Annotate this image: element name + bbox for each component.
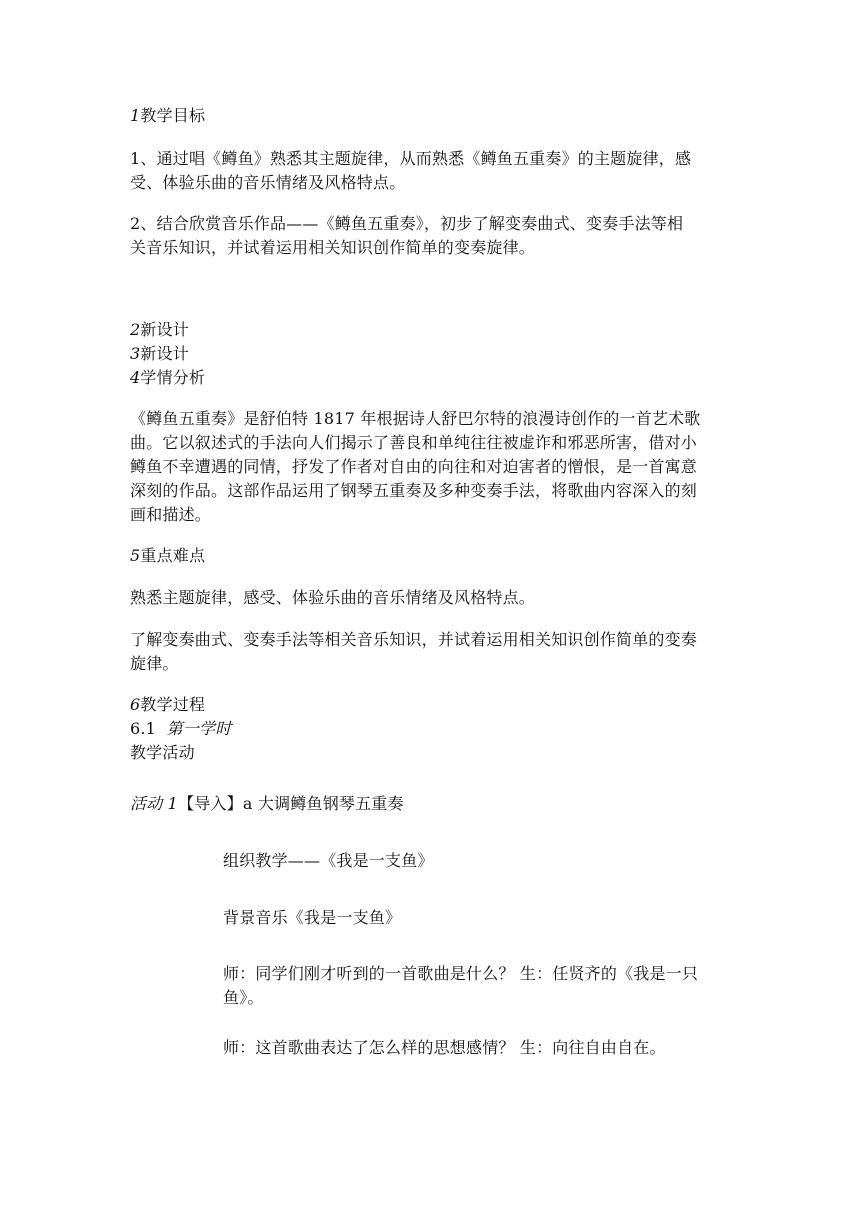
analysis-line-4: 深刻的作品。这部作品运用了钢琴五重奏及多种变奏手法，将歌曲内容深入的刻: [130, 481, 698, 500]
goal-1-line-1: 1、通过唱《鳟鱼》熟悉其主题旋律，从而熟悉《鳟鱼五重奏》的主题旋律，感: [130, 149, 692, 168]
activity-line-4: 鱼》。: [223, 988, 264, 1007]
keypoint-line-1: 熟悉主题旋律，感受、体验乐曲的音乐情绪及风格特点。: [130, 588, 536, 607]
analysis-line-3: 鳟鱼不幸遭遇的同情，抒发了作者对自由的向往和对迫害者的憎恨，是一首寓意: [130, 457, 698, 476]
heading-teaching-goals: 1教学目标: [130, 106, 206, 125]
analysis-line-1: 《鳟鱼五重奏》是舒伯特 1817 年根据诗人舒巴尔特的浪漫诗创作的一首艺术歌: [130, 409, 701, 428]
heading-teaching-activities: 教学活动: [130, 743, 195, 762]
goal-2-line-2: 关音乐知识，并试着运用相关知识创作简单的变奏旋律。: [130, 238, 536, 257]
heading-student-analysis: 4学情分析: [130, 368, 206, 387]
heading-new-design-a: 2新设计: [130, 320, 189, 339]
goal-1-line-2: 受、体验乐曲的音乐情绪及风格特点。: [130, 173, 406, 192]
heading-lesson-1: 6.1 第一学时: [130, 719, 232, 738]
heading-teaching-process: 6教学过程: [130, 695, 206, 714]
activity-line-3: 师：同学们刚才听到的一首歌曲是什么？ 生：任贤齐的《我是一只: [223, 964, 699, 983]
activity-line-5: 师：这首歌曲表达了怎么样的思想感情？ 生：向往自由自在。: [223, 1038, 666, 1057]
activity-line-1: 组织教学——《我是一支鱼》: [223, 851, 434, 870]
heading-new-design-b: 3新设计: [130, 344, 189, 363]
analysis-line-5: 画和描述。: [130, 505, 212, 524]
keypoint-line-3: 旋律。: [130, 654, 179, 673]
heading-key-points: 5重点难点: [130, 546, 206, 565]
activity-line-2: 背景音乐《我是一支鱼》: [223, 908, 402, 927]
keypoint-line-2: 了解变奏曲式、变奏手法等相关音乐知识，并试着运用相关知识创作简单的变奏: [130, 630, 698, 649]
analysis-line-2: 曲。它以叙述式的手法向人们揭示了善良和单纯往往被虚诈和邪恶所害，借对小: [130, 433, 698, 452]
activity-1-title: 活动 1【导入】a 大调鳟鱼钢琴五重奏: [130, 794, 404, 813]
goal-2-line-1: 2、结合欣赏音乐作品——《鳟鱼五重奏》，初步了解变奏曲式、变奏手法等相: [130, 214, 684, 233]
